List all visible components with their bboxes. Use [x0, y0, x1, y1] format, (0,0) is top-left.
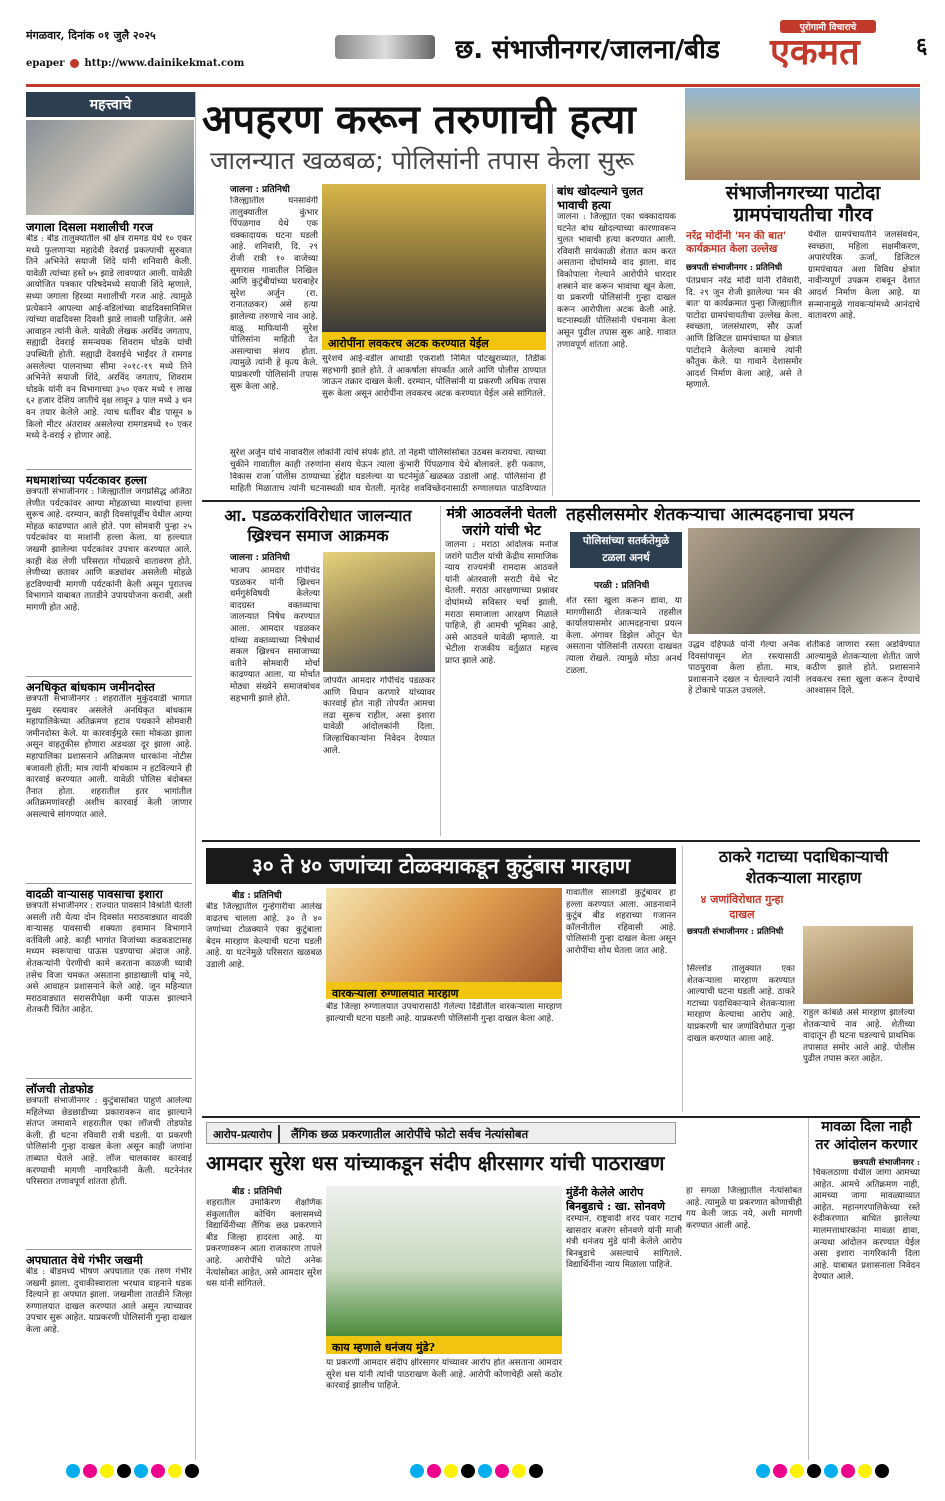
tehsil-caption-box — [570, 532, 682, 568]
lead-col-3: विकास राजा पोलीस ठाण्याच्या हद्दीत घडलेल्या या घटनेमुळे खळबळ उडाली आहे. पोलिसांना ही माहिती मिळाताच त्यांनी घटनास्थळी धाव घेतली. मृतदेह शवविच्छेदनासाठी रुग्णालयात पाठविण्यात — [230, 472, 546, 494]
globe-icon — [70, 59, 79, 68]
blame-bar — [206, 1122, 676, 1144]
assault-col-1: बीड जिल्ह्यातील गुन्हेगारीचा आलेख वाढतच चालला आहे. ३० ते ४० जणांच्या टोळक्याने एका कुटुंबाला बेदम मारहाण केल्याची घटना घडली आहे. या घटनेमुळे परिसरात खळबळ उडाली आहे. — [206, 902, 322, 970]
padalkar-head: आ. पडळकरांविरोधात जालन्यात ख्रिश्चन समाज आक्रमक — [224, 506, 412, 545]
meeting-photo — [26, 120, 194, 215]
lead-photo-caption: आरोपींना लवकरच अटक करण्यात येईल — [328, 337, 489, 350]
dhas-byline: बीड : प्रतिनिधी — [232, 1187, 282, 1197]
header-ornament — [335, 35, 435, 59]
tehsil-byline: परळी : प्रतिनिधी — [594, 581, 650, 591]
athavale-story — [440, 506, 558, 836]
epaper-text: epaper — [26, 58, 65, 69]
story-body-3: छत्रपती संभाजीनगर : शहरातील मुकुंदवाडी भागात मुख्य रस्त्यावर असलेले अनधिकृत बांधकाम महापालिकेच्या अतिक्रमण हटाव पथकाने सोमवारी जमीनदोस्त केले. या कारवाईमुळे रस्ता मोकळा झाला असून वाहतुकीस होणारा अडथळा दूर झाला आहे. महापालिका प्रशासनाने अतिक्रमण धारकांना नोटीस बजावली होती; मात्र त्यांनी बांधकाम न हटविल्याने ही कारवाई करण्यात आली. यावेळी पोलिस बंदोबस्त तैनात होता. शहरातील इतर भागांतील अतिक्रमणांवरही अशीच कारवाई केली जाणार असल्याचे सांगण्यात आले. — [26, 694, 192, 820]
epaper-label — [26, 58, 244, 69]
section-title: महत्त्वाचे — [26, 92, 195, 117]
assault-banner — [206, 848, 676, 884]
patoda-byline: छत्रपती संभाजीनगर : प्रतिनिधी — [686, 263, 783, 273]
thackeray-col-1: सिल्लोड तालुक्यात एका शेतकऱ्याला मारहाण करण्यात आल्याची घटना घडली आहे. ठाकरे गटाच्या पदाधिकाऱ्याने शेतकऱ्याला मारहाण केल्याचा आरोप आहे. याप्रकरणी चार जणांविरोधात गुन्हा दाखल करण्यात आला आहे. — [687, 964, 795, 1044]
bandh-body: जालना : जिल्ह्यात एका धक्कादायक घटनेत बांध खोदल्याच्या कारणावरून चुलत भावाची हत्या करण्यात आली. रविवारी सायंकाळी शेतात काम करत असताना दोघांमध्ये वाद झाला. वाद विकोपाला गेल्याने आरोपीने धारदार शस्त्राने वार करून भावाचा खून केला. या प्रकरणी पोलिसांनी गुन्हा दाखल करून आरोपीला अटक केली आहे. घटनास्थळी पोलिसांनी पंचनामा केला असून पुढील तपास सुरू आहे. गावात तणावपूर्ण शांतता आहे. — [557, 212, 676, 350]
edition-title: छ. संभाजीनगर/जालना/बीड — [455, 35, 720, 65]
assault-photo-caption: वारकऱ्याला रुग्णालयात मारहाण — [332, 987, 459, 999]
assault-illustration — [326, 888, 562, 982]
munde-body: दरम्यान, राष्ट्रवादी शरद पवार गटाचे खासदार बजरंग सोनवणे यांनी माजी मंत्री धनंजय मुंडे यांनी केलेले आरोप बिनबुडाचे असल्याचे सांगितले. विद्यार्थिनींना न्याय मिळाला पाहिजे. — [566, 1214, 682, 1271]
padalkar-byline: जालना : प्रतिनिधी — [230, 553, 290, 563]
masthead — [0, 0, 945, 90]
logo — [750, 20, 910, 80]
mavala-head: मावळा दिला नाही तर आंदोलन करणार — [815, 1119, 918, 1153]
blame-text: लैंगिक छळ प्रकरणातील आरोपींचे फोटो सर्वच नेत्यांसोबत — [290, 1127, 529, 1141]
selfimmolation-photo — [688, 528, 920, 634]
tehsil-col-2: उद्धव दहिफळे यांनी गेल्या अनेक दिवसांपासून शेत रस्त्यासाठी पाठपुरावा केला होता. मात्र, प्रशासनाने दखल न घेतल्याने त्यांनी हे टोकाचे पाऊल उचलले. — [688, 640, 800, 697]
issue-date: मंगळवार, दिनांक ०१ जुलै २०२५ — [26, 29, 156, 42]
dhas-col-4: हा सगळा जिल्ह्यातील नेत्यांसोबत आहे. त्यामुळे या प्रकरणात कोणाचीही गय केली जाऊ नये, अशी मागणी करण्यात आली आहे. — [686, 1186, 802, 1231]
mavala-body: चिकलठाणा येथील जागा आमच्या आहेत. आमचे अतिक्रमण नाही, आमच्या जागा मावळ्याव्यात आहेत. महानगरपालिकेच्या रस्ते रुंदीकरणात बाधित झालेल्या मालमत्ताधारकांना मावळा द्यावा, अन्यथा आंदोलन करण्यात येईल असा इशारा नागरिकांनी दिला आहे. याबाबत प्रशासनाला निवेदन देण्यात आले. — [813, 1168, 920, 1283]
lead-byline: जालना : प्रतिनिधी — [230, 185, 290, 195]
dhas-photo-para: या प्रकरणी आमदार संदीप क्षीरसागर यांच्यावर आरोप होत असताना आमदार सुरेश धस यांनी त्यांची पाठराखण केली आहे. आरोपी कोणाचेही असो कठोर कारवाई झालीच पाहिजे. — [326, 1358, 562, 1392]
dhas-head: आमदार सुरेश धस यांच्याकडून संदीप क्षीरसागर यांची पाठराखण — [206, 1151, 665, 1175]
padalkar-col-2: जोपर्यंत आमदार गोपीचंद पडळकर आणि विधान करणारे यांच्यावर कारवाई होत नाही तोपर्यंत आमचा लढा सुरूच राहील, असा इशारा यावेळी आंदोलकांनी दिला. जिल्हाधिकाऱ्यांना निवेदन देण्यात आले. — [323, 676, 435, 756]
blame-label: आरोप-प्रत्यारोप — [207, 1125, 280, 1144]
logo-tagline: पुरोगामी विचाराचे — [780, 20, 876, 33]
story-head-1: जगाला दिसला मशालीची गरज — [26, 220, 153, 234]
assault-col-3: गावातील सालगडी कुटुंबावर हा हल्ला करण्यात आला. आडनावाने कुटुंब बीड शहराच्या गजानन कॉलनीतील रहिवासी आहे. पोलिसांनी गुन्हा दाखल केला असून आरोपींचा शोध घेतला जात आहे. — [566, 888, 676, 956]
accused-photo — [322, 184, 546, 332]
story-head-2: मधमाशांच्या पर्यटकावर हल्ला — [26, 473, 147, 487]
athavale-body: जालना : मराठा आंदोलक मनोज जरांगे पाटील यांची केंद्रीय सामाजिक न्याय राज्यमंत्री रामदास आठवले यांनी अंतरवाली सराटी येथे भेट घेतली. मराठा आरक्षणाच्या प्रश्नावर दोघांमध्ये सविस्तर चर्चा झाली. मराठा समाजाला आरक्षण मिळाले पाहिजे, ही आमची भूमिका आहे, असे आठवले यावेळी म्हणाले. या भेटीला राजकीय वर्तुळात महत्त्व प्राप्त झाले आहे. — [445, 540, 558, 666]
protest-photo — [323, 552, 435, 672]
patoda-col-1: पंतप्रधान नरेंद्र मोदी यांनी रविवारी, दि. २९ जून रोजी झालेल्या 'मन की बात' या कार्यक्रमात पुन्हा जिल्ह्यातील पाटोदा ग्रामपंचायतीचा उल्लेख केला. स्वच्छता, जलसंधारण, सौर ऊर्जा आणि डिजिटल ग्रामपंचायत या क्षेत्रात पाटोदाने केलेल्या कामाचे त्यांनी कौतुक केले. या गावाने देशासमोर आदर्श निर्माण केला आहे, असे ते म्हणाले. — [686, 276, 802, 391]
story-head-4: वादळी वाऱ्यासह पावसाचा इशारा — [26, 887, 163, 901]
story-body-1: बीड : बीड तालुक्यातील श्री क्षेत्र रामगड येथे १० एकर मध्ये फुलणाऱ्या महादेवी देवराई प्रकल्पाची सुरुवात तिने अभिनेते सयाजी शिंदे यांनी शनिवारी केली. यावेळी त्यांच्या हस्ते ७५ झाडे लावण्यात आली. यावेळी आयोजित पत्रकार परिषदेमध्ये सयाजी शिंदे म्हणाले, सध्या जगाला हिरव्या मशालीची गरज आहे. त्यामुळे प्रत्येकाने आपल्या आई-वडिलांच्या वाढदिवसानिमित्त त्यांच्या वाढदिवसा दिवशी झाडे लावली पाहिजेत. असे आवाहन त्यांनी केले. यावेळी लेखक अरविंद जगताप, सह्याद्री देवराई समन्वयक शिवराम घोडके यांची उपस्थिती होती. सह्याद्री देवराईचे भाईंदर ते रामगड असलेल्या पालनाच्या सीमा २०१८-१९ मध्ये तिने अभिनेते सयाजी शिंदे, अरविंद जगताप, शिवराम घोडके यांनी वन विभागाच्या ३५० एकर मध्ये १ लाख ६२ हजार देशिय जातीचे वृक्ष लावून ३ पाल मध्ये ३ धन वन तयार केलेले आहे. त्याच धर्तीवर बीड पासून ७ किलो मीटर अंतरावर असलेल्या रामगडमध्ये १० एकर मध्ये दे-वराई २ होणार आहे. — [26, 234, 192, 442]
registration-marks-center — [410, 1464, 543, 1482]
header-rule — [26, 84, 920, 87]
thackeray-sub: ४ जणांविरोधात गुन्हा दाखल — [700, 893, 784, 921]
tehsil-col-1: शेत रस्ता खुला करून द्यावा, या मागणीसाठी शेतकऱ्याने तहसील कार्यालयासमोर आत्मदहनाचा प्रयत्न केला. अंगावर डिझेल ओतून घेत असताना पोलिसांनी तत्परता दाखवत त्याला रोखले. त्यामुळे मोठा अनर्थ टळला. — [566, 596, 682, 676]
grampanchayat-photo — [685, 88, 920, 180]
page-number: ६ — [916, 33, 928, 59]
story-head-3: अनधिकृत बांधकाम जमीनदोस्त — [26, 680, 155, 694]
story-body-6: बीड : बीडमध्ये भीषण अपघातात एक तरुण गंभीर जखमी झाला. दुचाकीस्वाराला भरधाव वाहनाने धडक दिल्याने हा अपघात झाला. जखमीला तातडीने जिल्हा रुग्णालयात दाखल करण्यात आले असून त्याच्यावर उपचार सुरू आहेत. याप्रकरणी पोलिसांनी गुन्हा दाखल केला आहे. — [26, 1267, 192, 1335]
victim-photo — [803, 926, 913, 1004]
registration-marks-right — [756, 1464, 889, 1482]
assault-byline: बीड : प्रतिनिधी — [232, 891, 282, 901]
thackeray-byline: छत्रपती संभाजीनगर : प्रतिनिधी — [687, 927, 784, 937]
thackeray-story — [682, 846, 920, 1112]
mla-photos — [326, 1186, 562, 1336]
mavala-story — [808, 1118, 920, 1460]
rule-1 — [202, 500, 920, 502]
tehsil-col-3: शेतीकडे जाणारा रस्ता अडविण्यात आल्यामुळे शेतकऱ्याला शेतीत जाणे कठीण झाले होते. प्रशासनाने लवकरच रस्ता खुला करून देण्याचे आश्वासन दिले. — [806, 640, 920, 697]
patoda-head: संभाजीनगरच्या पाटोदा ग्रामपंचायतीचा गौरव — [725, 182, 881, 226]
story-head-6: अपघातात वेधे गंभीर जखमी — [26, 1253, 143, 1267]
dhas-col-1: शहरातील उमाकिरण शैक्षणिक संकुलातील कोचिंग क्लासमध्ये विद्यार्थिनींच्या लैंगिक छळ प्रकरणाने बीड जिल्हा हादरला आहे. या प्रकरणावरून आता राजकारण तापले आहे. आरोपींचे फोटो अनेक नेत्यांसोबत आहेत, असे आमदार सुरेश धस यांनी सांगितले. — [206, 1198, 322, 1290]
tehsil-head: तहसीलसमोर शेतकऱ्याचा आत्मदहनाचा प्रयत्न — [566, 505, 854, 525]
munde-story — [566, 1186, 682, 1356]
tehsil-photo-caption: पोलिसांच्या सतर्कतेमुळे टळला अनर्थ — [582, 535, 670, 564]
thackeray-head: ठाकरे गटाच्या पदाधिकाऱ्याची शेतकऱ्याला मारहाण — [718, 847, 889, 887]
patoda-col-2: येथील ग्रामपंचायतीने जलसंवर्धन, स्वच्छता, महिला सक्षमीकरण, अपारंपरिक ऊर्जा, डिजिटल ग्रामपंचायत अशा विविध क्षेत्रांत नावीन्यपूर्ण उपक्रम राबवून देशात आदर्श निर्माण केला आहे. या सन्मानामुळे गावकऱ्यांमध्ये आनंदाचे वातावरण आहे. — [808, 230, 920, 322]
lead-subhead: जालन्यात खळबळ; पोलिसांनी तपास केला सुरू — [210, 146, 635, 175]
lead-headline: अपहरण करून तरुणाची हत्या — [202, 97, 636, 143]
patoda-sub: नरेंद्र मोदींनी 'मन की बात' कार्यक्रमात केला उल्लेख — [686, 230, 787, 255]
mavala-byline: छत्रपती संभाजीनगर : — [853, 1158, 920, 1168]
story-body-2: छत्रपती संभाजीनगर : जिल्ह्यातील जगप्रसिद्ध अजिंठा लेणीत पर्यटकांवर आग्या मोहळाच्या माश्यांचा हल्ला सुरूच आहे. दरम्यान, काही दिवसांपूर्वीच येथील आग्या मोहळ काढण्यात आले होते. पण सोमवारी पुन्हा २५ पर्यटकांवर या माशांनी हल्ला केला. या हल्ल्यात जखमी झालेल्या पर्यटकांवर उपचार करण्यात आले. काही वेळ लेणी परिसरात गोंधळाचे वातावरण होते. लेणीच्या छतावर आणि कड्यांवर असलेली मोहळे हटविण्याची मागणी पर्यटकांनी केली असून पुरातत्त्व विभागाने याबाबत तातडीने उपाययोजना करावी, अशी मागणी होत आहे. — [26, 487, 192, 613]
website-link[interactable]: http://www.dainikekmat.com — [84, 58, 245, 69]
photo-caption-bar — [322, 332, 546, 350]
dhas-caption-bar — [326, 1336, 562, 1354]
story-body-4: छत्रपती संभाजीनगर : राज्यात पावसाने विश्रांती घेतली असली तरी येत्या दोन दिवसांत मराठवाड्यात वादळी वाऱ्यासह पावसाची शक्यता हवामान विभागाने वर्तविली आहे. काही भागांत विजांच्या कडकडाटासह मध्यम स्वरूपाचा पाऊस पडण्याचा अंदाज आहे. शेतकऱ्यांनी पेरणीची कामे करताना काळजी घ्यावी तसेच विजा चमकत असताना झाडाखाली थांबू नये, असे आवाहन प्रशासनाने केले आहे. जून महिन्यात मराठवाड्यात सरासरीपेक्षा कमी पाऊस झाल्याने शेतकरी चिंतेत आहेत. — [26, 901, 192, 1016]
story-head-5: लॉजची तोडफोड — [26, 1082, 94, 1096]
thackeray-col-2: राहुल कांबळे असे मारहाण झालेल्या शेतकऱ्याचे नाव आहे. शेतीच्या वादातून ही घटना घडल्याचे प्राथमिक तपासात समोर आले आहे. पोलीस पुढील तपास करत आहेत. — [803, 1008, 915, 1065]
left-column — [26, 92, 196, 1460]
logo-brand: एकमत — [770, 32, 860, 73]
assault-head: ३० ते ४० जणांच्या टोळक्याकडून कुटुंबास मारहाण — [251, 854, 631, 878]
assault-photo-para: बीड जिल्हा रुग्णालयात उपचारासाठी गेलेल्या दिंडीतील वारकऱ्याला मारहाण झाल्याची घटना घडली आहे. याप्रकरणी पोलिसांनी गुन्हा दाखल केला आहे. — [326, 1002, 562, 1024]
lead-col-1: जिल्ह्यातील घनसावंगी तालुक्यातील कुंभार पिंपळगाव येथे एक धक्कादायक घटना घडली आहे. शनिवारी, दि. २९ रोजी रात्री १० वाजेच्या सुमारास गावातील निखिल आणि कुटुंबीयांच्या घराबाहेर सुरेश अर्जुन (रा. रानातळकर) असे हत्या झालेल्या तरुणाचे नाव आहे. वाळू माफियांनी सुरेश पोलिसांना माहिती देत असल्याचा संशय होता. त्यामुळे त्यांनी हे कृत्य केले. याप्रकरणी पोलिसांनी तपास सुरू केला आहे. — [230, 196, 318, 392]
registration-marks-left — [66, 1464, 199, 1482]
bandh-head: बांध खोदल्याने चुलत भावाची हत्या — [557, 184, 644, 212]
lead-col-2: सुरेश अर्जुन यांचे नावावरील लोकांनी त्यांचे संपर्क होते. तो नेहमी पोलिसांसोबत उठबस करायचा. त्याच्या चुकीने गावातील काही तरुणांना संशय घेऊन त्याला कुंभारी पिंपळगाव येथे बोलावले. हरी फकाण, — [230, 448, 546, 470]
assault-caption-bar — [326, 982, 562, 999]
story-body-5: छत्रपती संभाजीनगर : कुटुंबासोबत पाहुणे आलेल्या महिलेच्या छेडछाडीच्या प्रकारावरून वाद झाल्याने संतप्त जमावाने शहरातील एका लॉजची तोडफोड केली. ही घटना रविवारी रात्री घडली. या प्रकरणी पोलिसांनी गुन्हा दाखल केला असून काही जणांना ताब्यात घेतले आहे. लॉज चालकावर कारवाई करण्याची मागणी नागरिकांनी केली. घटनेनंतर परिसरात तणावपूर्ण शांतता होती. — [26, 1096, 192, 1188]
dhas-photo-caption: काय म्हणाले धनंजय मुंडे? — [332, 1341, 435, 1354]
munde-head: मुंडेंनी केलेले आरोप बिनबुडाचे : खा. सोनवणे — [566, 1186, 665, 1213]
lead-photo-para: सुरेशचे आई-वडील आधाडी एकराशी निमित पोटखुराव्यात, तिडीक सहभागी झाले होते. ते आकर्षाला संपर्कात आले आणि पोलीस ठाण्यात जाऊन तक्रार दाखल केली. दरम्यान, पोलिसांनी या प्रकरणी अधिक तपास सुरू केला असून आरोपींना लवकरच अटक करण्यात येईल असे सांगितले. — [322, 354, 546, 399]
bandh-story — [552, 184, 676, 496]
rule-2 — [202, 840, 920, 842]
athavale-head: मंत्री आठवलेंनी घेतली जरांगे यांची भेट — [446, 506, 557, 539]
padalkar-col-1: भाजप आमदार गोपीचंद पडळकर यांनी ख्रिश्चन धर्मगुरुंविषयी केलेल्या वादग्रस्त वक्तव्याचा जालन्यात निषेध करण्यात आला. आमदार पडळकर यांच्या वक्तव्याच्या निषेधार्थ सकल ख्रिश्चन समाजाच्या वतीने सोमवारी मोर्चा काढण्यात आला. या मोर्चात मोठ्या संख्येने समाजबांधव सहभागी झाले होते. — [230, 566, 320, 704]
